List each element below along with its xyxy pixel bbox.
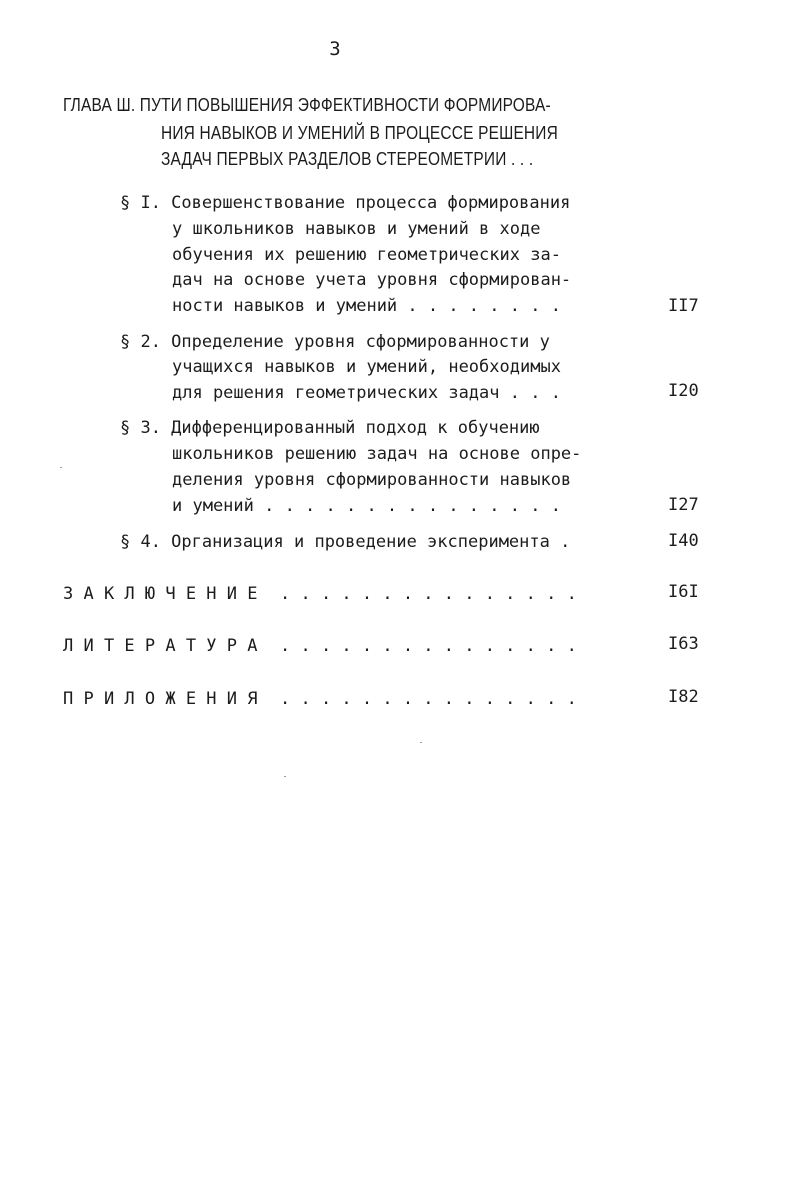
- toc-entry-label: П Р И Л О Ж Е Н И Я: [63, 689, 258, 709]
- chapter-heading-line: ГЛАВА Ш. ПУТИ ПОВЫШЕНИЯ ЭФФЕКТИВНОСТИ ФОРМИРОВА-: [63, 95, 551, 115]
- toc-entry-line: § 2. Определение уровня сформированности у: [120, 332, 550, 352]
- toc-entry-label: З А К Л Ю Ч Е Н И Е: [63, 584, 258, 604]
- toc-page-number: I82: [668, 687, 699, 707]
- toc-entry-line: § 4. Организация и проведение эксперимента .: [120, 532, 571, 552]
- scan-speck: [420, 742, 422, 743]
- scan-speck: [60, 467, 62, 468]
- toc-leader-dots: . . . . . . . . . . . . . . .: [280, 689, 577, 709]
- toc-page-number: I27: [668, 495, 699, 515]
- toc-entry-line: учащихся навыков и умений, необходимых: [172, 357, 561, 377]
- toc-page-number: II7: [668, 296, 699, 316]
- page-number: 3: [329, 38, 341, 60]
- toc-page-number: I40: [668, 531, 699, 551]
- toc-entry-line: для решения геометрических задач . . .: [172, 383, 561, 403]
- toc-entry-line: школьников решению задач на основе опре-: [172, 444, 582, 464]
- chapter-heading-line: НИЯ НАВЫКОВ И УМЕНИЙ В ПРОЦЕССЕ РЕШЕНИЯ: [161, 123, 558, 143]
- toc-entry-label: Л И Т Е Р А Т У Р А: [63, 636, 258, 656]
- toc-page-number: I20: [668, 381, 699, 401]
- toc-page-number: I6I: [668, 582, 699, 602]
- toc-entry-line: § I. Совершенствование процесса формирования: [120, 193, 571, 213]
- toc-entry-line: ности навыков и умений . . . . . . . .: [172, 296, 561, 316]
- toc-entry-line: у школьников навыков и умений в ходе: [172, 219, 541, 239]
- toc-page-number: I63: [668, 634, 699, 654]
- toc-leader-dots: . . . . . . . . . . . . . . .: [280, 584, 577, 604]
- toc-entry-line: обучения их решению геометрических за-: [172, 245, 561, 265]
- scan-speck: [284, 776, 286, 777]
- toc-entry-line: и умений . . . . . . . . . . . . . . .: [172, 496, 561, 516]
- toc-entry-line: § 3. Дифференцированный подход к обучению: [120, 418, 540, 438]
- toc-leader-dots: . . . . . . . . . . . . . . .: [280, 636, 577, 656]
- chapter-heading-line: ЗАДАЧ ПЕРВЫХ РАЗДЕЛОВ СТЕРЕОМЕТРИИ . . .: [161, 149, 534, 169]
- toc-entry-line: дач на основе учета уровня сформирован-: [172, 270, 572, 290]
- toc-entry-line: деления уровня сформированности навыков: [172, 470, 572, 490]
